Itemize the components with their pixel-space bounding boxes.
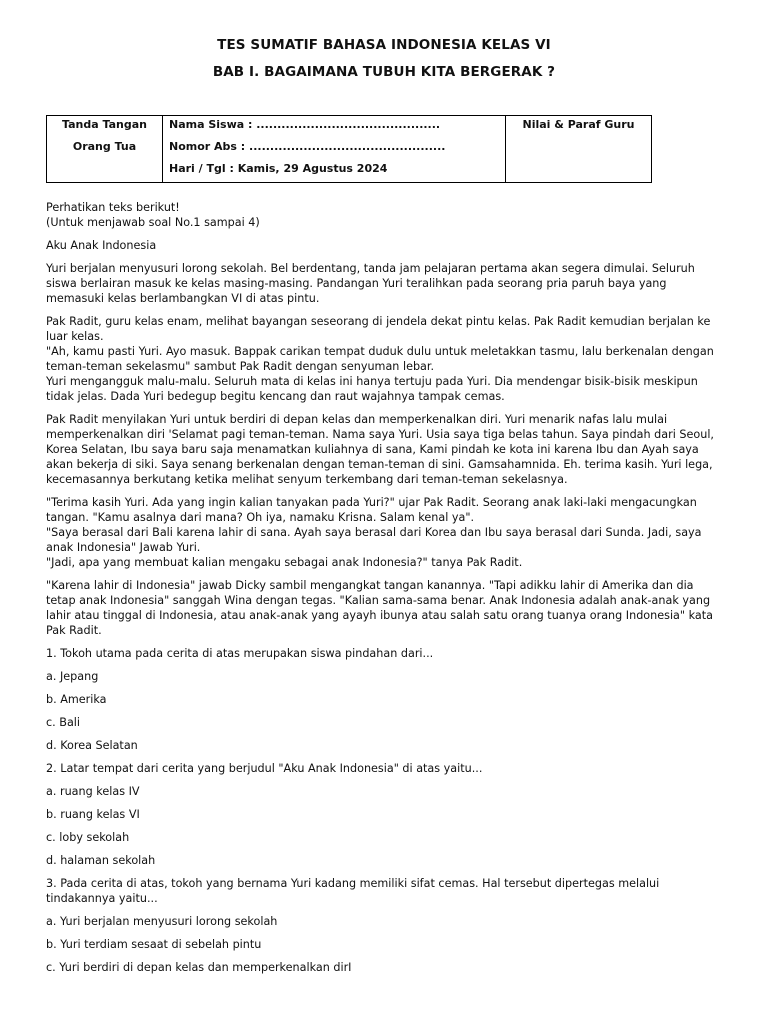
question-2-option-c: c. loby sekolah xyxy=(46,831,130,844)
story-paragraph-4c: "Jadi, apa yang membuat kalian mengaku sebagai anak Indonesia?" tanya Pak Radit. xyxy=(46,556,523,569)
worksheet-title: TES SUMATIF BAHASA INDONESIA KELAS VI xyxy=(217,37,551,53)
question-1-option-d: d. Korea Selatan xyxy=(46,739,138,752)
question-2-text: 2. Latar tempat dari cerita yang berjudul "Aku Anak Indonesia" di atas yaitu... xyxy=(46,762,483,775)
instruction-line-1: Perhatikan teks berikut! xyxy=(46,201,180,214)
chapter-title: BAB I. BAGAIMANA TUBUH KITA BERGERAK ? xyxy=(212,64,556,80)
date-line: Hari / Tgl : Kamis, 29 Agustus 2024 xyxy=(169,162,388,175)
question-3-option-a: a. Yuri berjalan menyusuri lorong sekolah xyxy=(46,915,278,928)
worksheet-body xyxy=(46,200,716,975)
question-1-option-a: a. Jepang xyxy=(46,670,99,683)
story-paragraph-4 xyxy=(46,495,716,570)
story-title: Aku Anak Indonesia xyxy=(46,239,157,252)
signature-label-1: Tanda Tangan xyxy=(62,118,147,131)
signature-label-2: Orang Tua xyxy=(72,140,137,153)
story-paragraph-2b: "Ah, kamu pasti Yuri. Ayo masuk. Bappak carikan tempat duduk dulu untuk meletakkan tasmu, lalu berkenalan dengan teman-teman sekelasmu" sambut Pak Radit dengan senyuman lebar. xyxy=(46,345,714,373)
question-2-option-b: b. ruang kelas VI xyxy=(46,808,140,821)
question-3-option-c: c. Yuri berdiri di depan kelas dan memperkenalkan dirI xyxy=(46,961,352,974)
parent-signature-cell xyxy=(47,116,163,183)
story-paragraph-2 xyxy=(46,314,716,404)
question-1-text: 1. Tokoh utama pada cerita di atas merupakan siswa pindahan dari... xyxy=(46,647,434,660)
student-info-table xyxy=(46,115,652,183)
story-paragraph-2a: Pak Radit, guru kelas enam, melihat bayangan seseorang di jendela dekat pintu kelas. Pak Radit kemudian berjalan ke luar kelas. xyxy=(46,315,711,343)
question-1-option-c: c. Bali xyxy=(46,716,81,729)
story-paragraph-4b: "Saya berasal dari Bali karena lahir di sana. Ayah saya berasal dari Korea dan Ibu saya berasal dari Sunda. Jadi, saya anak Indonesia" Jawab Yuri. xyxy=(46,526,702,554)
instruction-line-2: (Untuk menjawab soal No.1 sampai 4) xyxy=(46,216,260,229)
question-3-option-b: b. Yuri terdiam sesaat di sebelah pintu xyxy=(46,938,262,951)
question-3-text: 3. Pada cerita di atas, tokoh yang bernama Yuri kadang memiliki sifat cemas. Hal tersebut dipertegas melalui tindakannya yaitu... xyxy=(46,877,660,905)
story-paragraph-1: Yuri berjalan menyusuri lorong sekolah. Bel berdentang, tanda jam pelajaran pertama akan segera dimulai. Seluruh siswa berlairan masuk ke kelas masing-masing. Pandangan Yuri teralihkan pada seorang pria paruh baya yang memasuki kelas berlambangkan VI di atas pintu. xyxy=(46,262,695,305)
question-2-option-a: a. ruang kelas IV xyxy=(46,785,140,798)
question-2-option-d: d. halaman sekolah xyxy=(46,854,156,867)
grade-cell xyxy=(506,116,652,183)
story-paragraph-5: "Karena lahir di Indonesia" jawab Dicky sambil mengangkat tangan kanannya. "Tapi adikku lahir di Amerika dan dia tetap anak Indonesia" sanggah Wina dengan tegas. "Kalian sama-sama benar. Anak Indonesia adalah anak-anak yang lahir atau tinggal di Indonesia, atau anak-anak yang ayayh ibunya atau salah satu orang tuanya orang Indonesia" kata Pak Radit. xyxy=(46,579,713,637)
grade-label: Nilai & Paraf Guru xyxy=(522,118,635,131)
student-details-cell xyxy=(163,116,506,183)
absent-number-line: Nomor Abs : ............................................... xyxy=(169,140,446,153)
student-name-line: Nama Siswa : ............................................ xyxy=(169,118,441,131)
instructions xyxy=(46,200,716,230)
story-paragraph-4a: "Terima kasih Yuri. Ada yang ingin kalian tanyakan pada Yuri?" ujar Pak Radit. Seorang anak laki-laki mengacungkan tangan. "Kamu asalnya dari mana? Oh iya, namaku Krisna. Salam kenal ya". xyxy=(46,496,697,524)
story-paragraph-3: Pak Radit menyilakan Yuri untuk berdiri di depan kelas dan memperkenalkan diri. Yuri menarik nafas lalu mulai memperkenalkan diri 'Selamat pagi teman-teman. Nama saya Yuri. Usia saya tiga belas tahun. Saya pindah dari Seoul, Korea Selatan, Ibu saya baru saja menamatkan kuliahnya di sana, Kami pindah ke kota ini karena Ibu dan Ayah saya akan bekerja di siki. Saya senang berkenalan dengan teman-teman di sini. Gamsahamnida. Eh. terima kasih. Yuri lega, kecemasannya berkutang ketika melihat senyum terkembang dari teman-teman sekelasnya. xyxy=(46,413,714,486)
question-1-option-b: b. Amerika xyxy=(46,693,107,706)
story-paragraph-2c: Yuri mengangguk malu-malu. Seluruh mata di kelas ini hanya tertuju pada Yuri. Dia mendengar bisik-bisik meskipun tidak jelas. Dada Yuri bedegup begitu kencang dan raut wajahnya tampak cemas. xyxy=(46,375,698,403)
